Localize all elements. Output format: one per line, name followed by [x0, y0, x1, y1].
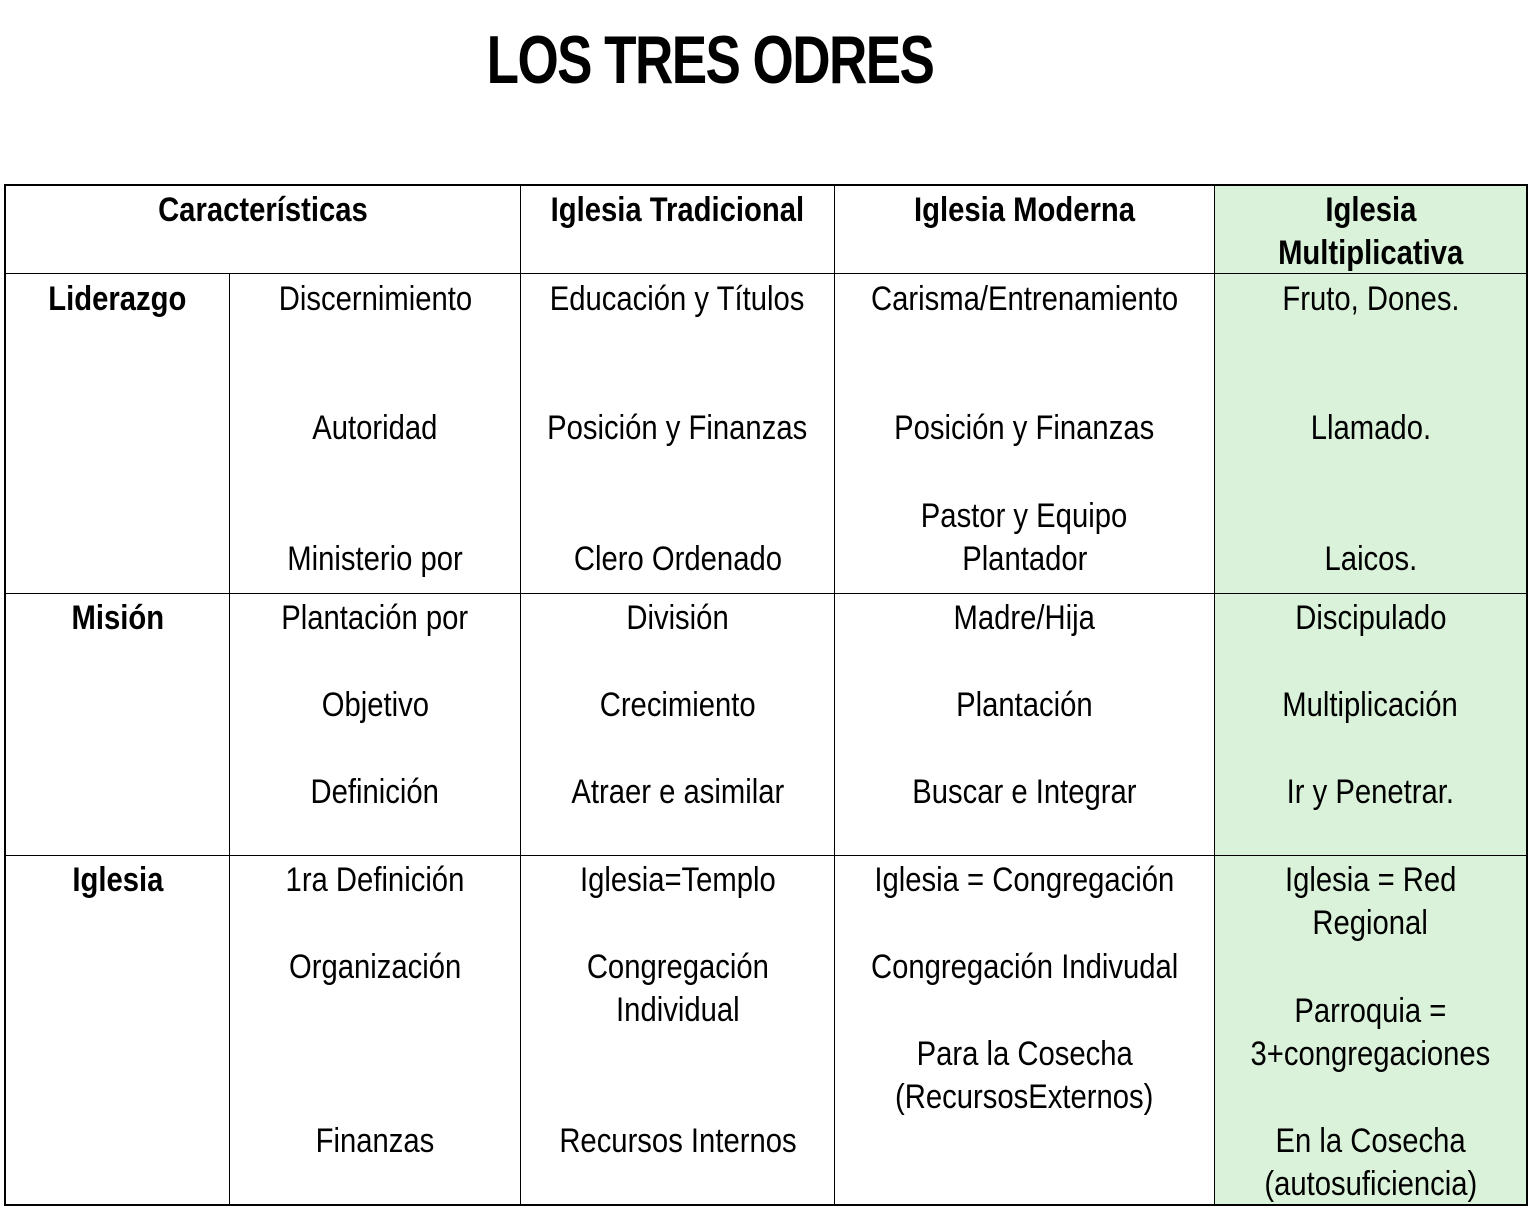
- iglesia-item: 1ra Definición: [285, 861, 465, 899]
- liderazgo-tradicional-value: Posición y Finanzas: [547, 409, 808, 447]
- iglesia-tradicional-value: Individual: [615, 991, 740, 1029]
- header-multiplicativa-line-2: Multiplicativa: [1277, 234, 1464, 272]
- mision-item: Definición: [310, 773, 440, 811]
- iglesia-multiplicativa-value: (autosuficiencia): [1264, 1165, 1477, 1203]
- liderazgo-multiplicativa-cell: [1215, 274, 1526, 594]
- header-moderna-label: Iglesia Moderna: [914, 191, 1135, 229]
- liderazgo-tradicional-value: Educación y Títulos: [550, 280, 805, 318]
- liderazgo-moderna-cell: [835, 274, 1215, 594]
- row-liderazgo-label-cell: [6, 274, 230, 594]
- iglesia-multiplicativa-cell: [1215, 856, 1526, 1204]
- mision-item: Objetivo: [321, 686, 429, 724]
- mision-moderna-value: Plantación: [956, 686, 1093, 724]
- iglesia-tradicional-value: Iglesia=Templo: [579, 861, 776, 899]
- mision-multiplicativa-value: Ir y Penetrar.: [1286, 773, 1455, 811]
- row-liderazgo-label: Liderazgo: [48, 280, 187, 318]
- iglesia-multiplicativa-value: Regional: [1312, 904, 1429, 942]
- iglesia-moderna-value: Congregación Indivudal: [870, 948, 1179, 986]
- iglesia-items-cell: [230, 856, 521, 1204]
- liderazgo-items-cell: [230, 274, 521, 594]
- comparison-table: [4, 184, 1528, 1206]
- iglesia-multiplicativa-value: Parroquia =: [1294, 992, 1447, 1030]
- iglesia-tradicional-cell: [521, 856, 835, 1204]
- row-mision-label: Misión: [71, 599, 164, 637]
- mision-items-cell: [230, 594, 521, 856]
- liderazgo-tradicional-cell: [521, 274, 835, 594]
- mision-tradicional-value: Crecimiento: [599, 686, 756, 724]
- mision-tradicional-value: División: [626, 599, 729, 637]
- mision-multiplicativa-value: Multiplicación: [1282, 686, 1459, 724]
- row-iglesia-label-cell: [6, 856, 230, 1204]
- mision-tradicional-value: Atraer e asimilar: [571, 773, 784, 811]
- header-caracteristicas: [6, 186, 521, 274]
- iglesia-multiplicativa-value: 3+congregaciones: [1250, 1035, 1491, 1073]
- liderazgo-tradicional-value: Clero Ordenado: [573, 540, 782, 578]
- iglesia-item: Organización: [288, 948, 462, 986]
- mision-multiplicativa-cell: [1215, 594, 1526, 856]
- iglesia-multiplicativa-value: Iglesia = Red: [1284, 861, 1457, 899]
- page-title: LOS TRES ODRES: [486, 22, 934, 98]
- iglesia-moderna-value: (RecursosExternos): [895, 1078, 1154, 1116]
- liderazgo-multiplicativa-value: Llamado.: [1310, 409, 1431, 447]
- liderazgo-moderna-value: Pastor y Equipo: [921, 497, 1128, 535]
- mision-moderna-cell: [835, 594, 1215, 856]
- mision-moderna-value: Madre/Hija: [953, 599, 1096, 637]
- header-multiplicativa: [1215, 186, 1526, 274]
- iglesia-tradicional-value: Congregación: [586, 948, 769, 986]
- liderazgo-multiplicativa-value: Laicos.: [1324, 540, 1417, 578]
- liderazgo-multiplicativa-value: Fruto, Dones.: [1281, 280, 1460, 318]
- mision-multiplicativa-value: Discipulado: [1294, 599, 1447, 637]
- liderazgo-item: Discernimiento: [278, 280, 472, 318]
- header-multiplicativa-line-1: Iglesia: [1324, 191, 1417, 229]
- mision-item: Plantación por: [281, 599, 469, 637]
- liderazgo-moderna-value: Plantador: [961, 540, 1088, 578]
- row-iglesia-label: Iglesia: [71, 861, 164, 899]
- mision-tradicional-cell: [521, 594, 835, 856]
- iglesia-item: Finanzas: [315, 1122, 435, 1160]
- header-tradicional: [521, 186, 835, 274]
- liderazgo-item: Autoridad: [312, 409, 438, 447]
- iglesia-moderna-value: Para la Cosecha: [916, 1035, 1133, 1073]
- iglesia-moderna-value: Iglesia = Congregación: [874, 861, 1175, 899]
- iglesia-multiplicativa-value: En la Cosecha: [1275, 1122, 1466, 1160]
- mision-moderna-value: Buscar e Integrar: [912, 773, 1137, 811]
- header-tradicional-label: Iglesia Tradicional: [550, 191, 805, 229]
- liderazgo-item: Ministerio por: [287, 540, 463, 578]
- header-moderna: [835, 186, 1215, 274]
- liderazgo-moderna-value: Carisma/Entrenamiento: [870, 280, 1179, 318]
- row-mision-label-cell: [6, 594, 230, 856]
- liderazgo-moderna-value: Posición y Finanzas: [894, 409, 1155, 447]
- iglesia-moderna-cell: [835, 856, 1215, 1204]
- header-caracteristicas-label: Características: [158, 191, 368, 229]
- iglesia-tradicional-value: Recursos Internos: [558, 1122, 797, 1160]
